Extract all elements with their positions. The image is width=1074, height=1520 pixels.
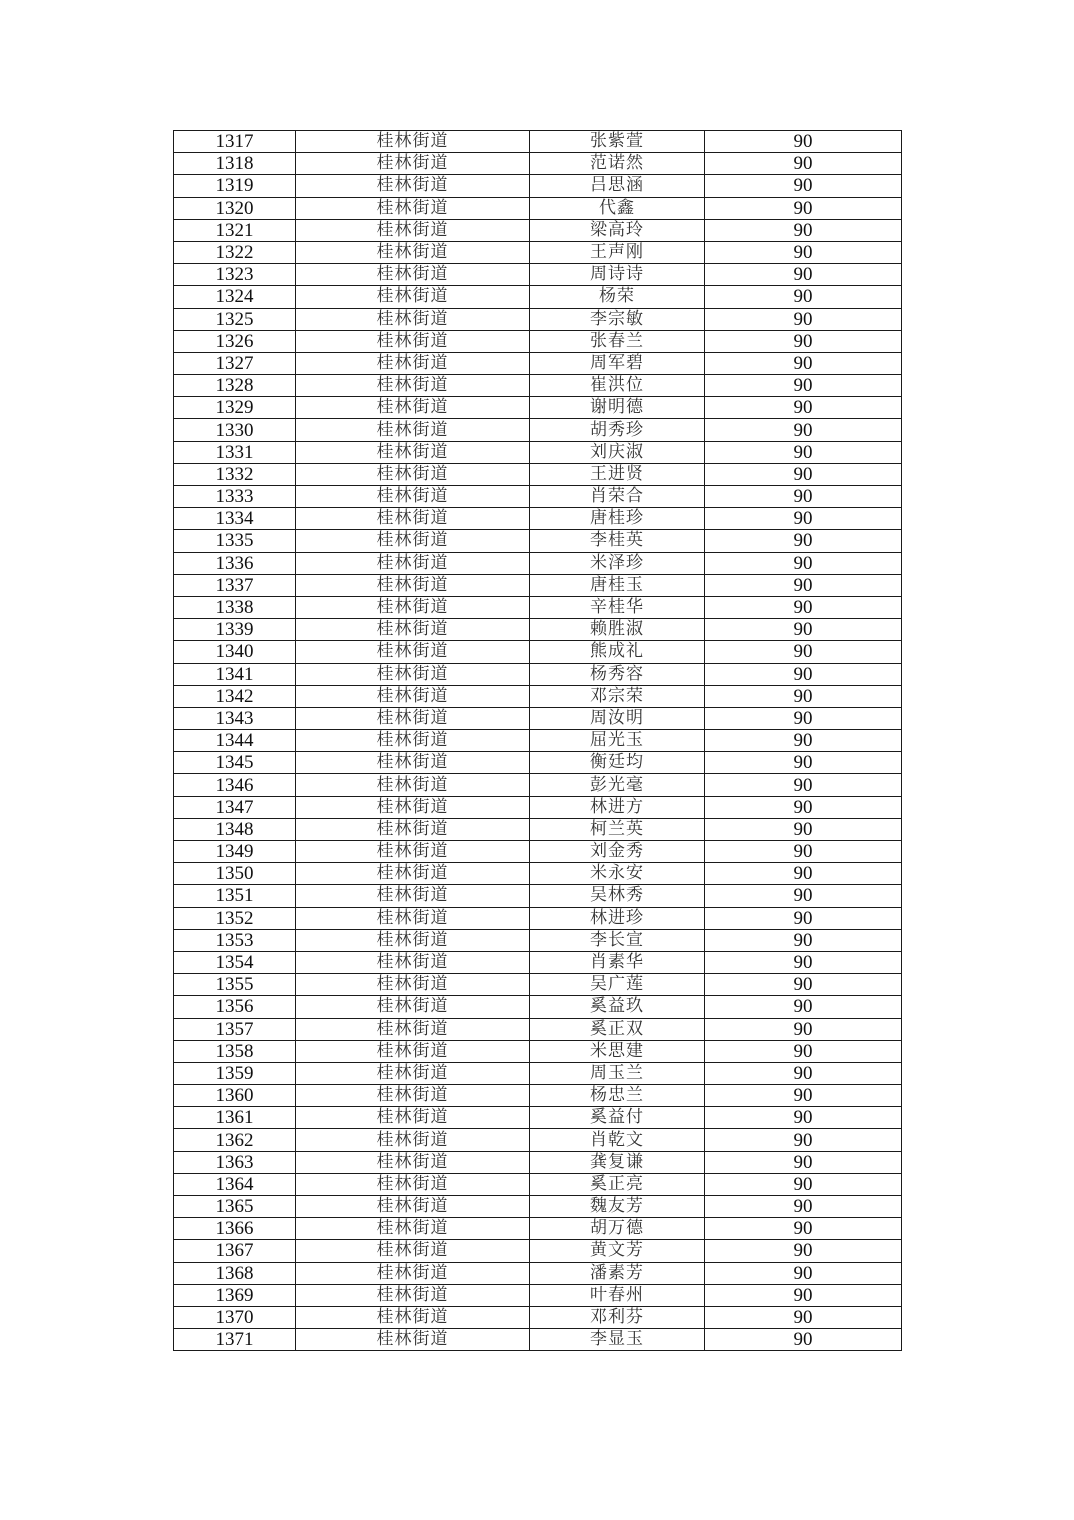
score-cell: 90 xyxy=(705,685,902,707)
name-cell: 屈光玉 xyxy=(530,730,705,752)
table-row xyxy=(174,796,902,818)
row-number-cell: 1334 xyxy=(174,508,296,530)
row-number-cell: 1367 xyxy=(174,1240,296,1262)
district-cell: 桂林街道 xyxy=(296,596,530,618)
district-cell: 桂林街道 xyxy=(296,552,530,574)
table-row xyxy=(174,286,902,308)
row-number-cell: 1359 xyxy=(174,1062,296,1084)
name-cell: 彭光毫 xyxy=(530,774,705,796)
name-cell: 刘庆淑 xyxy=(530,441,705,463)
table-row xyxy=(174,596,902,618)
district-cell: 桂林街道 xyxy=(296,707,530,729)
row-number-cell: 1357 xyxy=(174,1018,296,1040)
name-cell: 米永安 xyxy=(530,863,705,885)
table-row xyxy=(174,1196,902,1218)
row-number-cell: 1335 xyxy=(174,530,296,552)
row-number-cell: 1325 xyxy=(174,308,296,330)
name-cell: 奚益玖 xyxy=(530,996,705,1018)
name-cell: 唐桂玉 xyxy=(530,574,705,596)
name-cell: 衡廷均 xyxy=(530,752,705,774)
row-number-cell: 1363 xyxy=(174,1151,296,1173)
district-cell: 桂林街道 xyxy=(296,264,530,286)
district-cell: 桂林街道 xyxy=(296,685,530,707)
score-cell: 90 xyxy=(705,463,902,485)
name-cell: 王进贤 xyxy=(530,463,705,485)
table-row xyxy=(174,1240,902,1262)
table-row xyxy=(174,1129,902,1151)
score-cell: 90 xyxy=(705,596,902,618)
district-cell: 桂林街道 xyxy=(296,1040,530,1062)
score-cell: 90 xyxy=(705,552,902,574)
district-cell: 桂林街道 xyxy=(296,1240,530,1262)
name-cell: 邓宗荣 xyxy=(530,685,705,707)
row-number-cell: 1370 xyxy=(174,1306,296,1328)
district-cell: 桂林街道 xyxy=(296,619,530,641)
score-cell: 90 xyxy=(705,397,902,419)
row-number-cell: 1352 xyxy=(174,907,296,929)
row-number-cell: 1349 xyxy=(174,841,296,863)
score-cell: 90 xyxy=(705,863,902,885)
district-cell: 桂林街道 xyxy=(296,197,530,219)
score-cell: 90 xyxy=(705,441,902,463)
district-cell: 桂林街道 xyxy=(296,951,530,973)
table-row xyxy=(174,131,902,153)
name-cell: 张紫萱 xyxy=(530,131,705,153)
district-cell: 桂林街道 xyxy=(296,1218,530,1240)
score-cell: 90 xyxy=(705,264,902,286)
district-cell: 桂林街道 xyxy=(296,1196,530,1218)
score-cell: 90 xyxy=(705,907,902,929)
score-cell: 90 xyxy=(705,219,902,241)
name-cell: 周汝明 xyxy=(530,707,705,729)
district-cell: 桂林街道 xyxy=(296,974,530,996)
name-cell: 王声刚 xyxy=(530,241,705,263)
score-cell: 90 xyxy=(705,1129,902,1151)
score-cell: 90 xyxy=(705,774,902,796)
score-cell: 90 xyxy=(705,1262,902,1284)
name-cell: 米思建 xyxy=(530,1040,705,1062)
score-cell: 90 xyxy=(705,752,902,774)
score-cell: 90 xyxy=(705,1306,902,1328)
score-cell: 90 xyxy=(705,619,902,641)
score-cell: 90 xyxy=(705,530,902,552)
score-cell: 90 xyxy=(705,241,902,263)
table-row xyxy=(174,308,902,330)
name-cell: 肖素华 xyxy=(530,951,705,973)
table-row xyxy=(174,974,902,996)
name-cell: 赖胜淑 xyxy=(530,619,705,641)
row-number-cell: 1369 xyxy=(174,1284,296,1306)
table-row xyxy=(174,241,902,263)
table-row xyxy=(174,175,902,197)
row-number-cell: 1322 xyxy=(174,241,296,263)
table-row xyxy=(174,1151,902,1173)
district-cell: 桂林街道 xyxy=(296,1062,530,1084)
district-cell: 桂林街道 xyxy=(296,1151,530,1173)
row-number-cell: 1327 xyxy=(174,352,296,374)
score-cell: 90 xyxy=(705,1173,902,1195)
district-cell: 桂林街道 xyxy=(296,219,530,241)
table-row xyxy=(174,1284,902,1306)
table-row xyxy=(174,463,902,485)
table-row xyxy=(174,1062,902,1084)
score-cell: 90 xyxy=(705,929,902,951)
table-row xyxy=(174,574,902,596)
row-number-cell: 1340 xyxy=(174,641,296,663)
district-cell: 桂林街道 xyxy=(296,375,530,397)
score-cell: 90 xyxy=(705,286,902,308)
district-cell: 桂林街道 xyxy=(296,863,530,885)
table-row xyxy=(174,1085,902,1107)
district-cell: 桂林街道 xyxy=(296,441,530,463)
row-number-cell: 1344 xyxy=(174,730,296,752)
table-row xyxy=(174,508,902,530)
row-number-cell: 1331 xyxy=(174,441,296,463)
district-cell: 桂林街道 xyxy=(296,397,530,419)
name-cell: 李长宣 xyxy=(530,929,705,951)
score-cell: 90 xyxy=(705,996,902,1018)
district-cell: 桂林街道 xyxy=(296,574,530,596)
district-cell: 桂林街道 xyxy=(296,1107,530,1129)
table-row xyxy=(174,153,902,175)
district-cell: 桂林街道 xyxy=(296,752,530,774)
table-row xyxy=(174,752,902,774)
score-cell: 90 xyxy=(705,1196,902,1218)
district-cell: 桂林街道 xyxy=(296,929,530,951)
table-row xyxy=(174,1107,902,1129)
score-cell: 90 xyxy=(705,308,902,330)
name-cell: 周玉兰 xyxy=(530,1062,705,1084)
score-cell: 90 xyxy=(705,1107,902,1129)
district-cell: 桂林街道 xyxy=(296,153,530,175)
score-cell: 90 xyxy=(705,153,902,175)
name-cell: 吴林秀 xyxy=(530,885,705,907)
score-cell: 90 xyxy=(705,352,902,374)
name-cell: 林进珍 xyxy=(530,907,705,929)
table-row xyxy=(174,1306,902,1328)
district-cell: 桂林街道 xyxy=(296,1085,530,1107)
row-number-cell: 1339 xyxy=(174,619,296,641)
district-cell: 桂林街道 xyxy=(296,663,530,685)
table-row xyxy=(174,685,902,707)
row-number-cell: 1329 xyxy=(174,397,296,419)
table-row xyxy=(174,397,902,419)
row-number-cell: 1317 xyxy=(174,131,296,153)
table-row xyxy=(174,1262,902,1284)
district-cell: 桂林街道 xyxy=(296,1262,530,1284)
row-number-cell: 1364 xyxy=(174,1173,296,1195)
row-number-cell: 1341 xyxy=(174,663,296,685)
name-cell: 吕思涵 xyxy=(530,175,705,197)
name-cell: 熊成礼 xyxy=(530,641,705,663)
district-cell: 桂林街道 xyxy=(296,774,530,796)
name-cell: 魏友芳 xyxy=(530,1196,705,1218)
table-row xyxy=(174,1018,902,1040)
district-cell: 桂林街道 xyxy=(296,1018,530,1040)
row-number-cell: 1333 xyxy=(174,486,296,508)
row-number-cell: 1353 xyxy=(174,929,296,951)
table-row xyxy=(174,663,902,685)
table-row xyxy=(174,907,902,929)
row-number-cell: 1342 xyxy=(174,685,296,707)
name-cell: 刘金秀 xyxy=(530,841,705,863)
score-cell: 90 xyxy=(705,508,902,530)
score-cell: 90 xyxy=(705,641,902,663)
table-row xyxy=(174,530,902,552)
name-cell: 黄文芳 xyxy=(530,1240,705,1262)
district-cell: 桂林街道 xyxy=(296,419,530,441)
row-number-cell: 1332 xyxy=(174,463,296,485)
row-number-cell: 1360 xyxy=(174,1085,296,1107)
row-number-cell: 1351 xyxy=(174,885,296,907)
row-number-cell: 1336 xyxy=(174,552,296,574)
score-cell: 90 xyxy=(705,330,902,352)
table-row xyxy=(174,352,902,374)
district-cell: 桂林街道 xyxy=(296,241,530,263)
row-number-cell: 1362 xyxy=(174,1129,296,1151)
name-cell: 奚正双 xyxy=(530,1018,705,1040)
table-row xyxy=(174,264,902,286)
row-number-cell: 1356 xyxy=(174,996,296,1018)
name-cell: 胡秀珍 xyxy=(530,419,705,441)
row-number-cell: 1318 xyxy=(174,153,296,175)
name-cell: 李桂英 xyxy=(530,530,705,552)
table-row xyxy=(174,1329,902,1351)
table-row xyxy=(174,929,902,951)
row-number-cell: 1368 xyxy=(174,1262,296,1284)
row-number-cell: 1366 xyxy=(174,1218,296,1240)
score-cell: 90 xyxy=(705,1240,902,1262)
district-cell: 桂林街道 xyxy=(296,330,530,352)
name-cell: 胡万德 xyxy=(530,1218,705,1240)
name-cell: 杨忠兰 xyxy=(530,1085,705,1107)
score-cell: 90 xyxy=(705,730,902,752)
row-number-cell: 1358 xyxy=(174,1040,296,1062)
row-number-cell: 1365 xyxy=(174,1196,296,1218)
district-cell: 桂林街道 xyxy=(296,796,530,818)
table-row xyxy=(174,774,902,796)
row-number-cell: 1319 xyxy=(174,175,296,197)
roster-table xyxy=(173,130,902,1351)
score-cell: 90 xyxy=(705,175,902,197)
score-cell: 90 xyxy=(705,1329,902,1351)
table-row xyxy=(174,197,902,219)
row-number-cell: 1343 xyxy=(174,707,296,729)
name-cell: 杨荣 xyxy=(530,286,705,308)
row-number-cell: 1320 xyxy=(174,197,296,219)
score-cell: 90 xyxy=(705,1085,902,1107)
name-cell: 辛桂华 xyxy=(530,596,705,618)
name-cell: 代鑫 xyxy=(530,197,705,219)
name-cell: 肖乾文 xyxy=(530,1129,705,1151)
name-cell: 奚正亮 xyxy=(530,1173,705,1195)
table-row xyxy=(174,951,902,973)
name-cell: 李宗敏 xyxy=(530,308,705,330)
name-cell: 奚益付 xyxy=(530,1107,705,1129)
table-row xyxy=(174,330,902,352)
score-cell: 90 xyxy=(705,707,902,729)
table-row xyxy=(174,1040,902,1062)
name-cell: 邓利芬 xyxy=(530,1306,705,1328)
row-number-cell: 1321 xyxy=(174,219,296,241)
district-cell: 桂林街道 xyxy=(296,818,530,840)
row-number-cell: 1371 xyxy=(174,1329,296,1351)
name-cell: 米泽珍 xyxy=(530,552,705,574)
district-cell: 桂林街道 xyxy=(296,641,530,663)
name-cell: 崔洪位 xyxy=(530,375,705,397)
table-row xyxy=(174,219,902,241)
name-cell: 张春兰 xyxy=(530,330,705,352)
name-cell: 唐桂珍 xyxy=(530,508,705,530)
district-cell: 桂林街道 xyxy=(296,996,530,1018)
row-number-cell: 1326 xyxy=(174,330,296,352)
table-row xyxy=(174,641,902,663)
score-cell: 90 xyxy=(705,375,902,397)
score-cell: 90 xyxy=(705,974,902,996)
score-cell: 90 xyxy=(705,1284,902,1306)
district-cell: 桂林街道 xyxy=(296,352,530,374)
table-row xyxy=(174,552,902,574)
district-cell: 桂林街道 xyxy=(296,508,530,530)
score-cell: 90 xyxy=(705,131,902,153)
name-cell: 杨秀容 xyxy=(530,663,705,685)
row-number-cell: 1348 xyxy=(174,818,296,840)
district-cell: 桂林街道 xyxy=(296,907,530,929)
name-cell: 梁高玲 xyxy=(530,219,705,241)
name-cell: 龚复谦 xyxy=(530,1151,705,1173)
name-cell: 李显玉 xyxy=(530,1329,705,1351)
row-number-cell: 1347 xyxy=(174,796,296,818)
row-number-cell: 1350 xyxy=(174,863,296,885)
table-row xyxy=(174,1218,902,1240)
row-number-cell: 1345 xyxy=(174,752,296,774)
table-row xyxy=(174,730,902,752)
name-cell: 林进方 xyxy=(530,796,705,818)
district-cell: 桂林街道 xyxy=(296,1306,530,1328)
row-number-cell: 1324 xyxy=(174,286,296,308)
district-cell: 桂林街道 xyxy=(296,1129,530,1151)
district-cell: 桂林街道 xyxy=(296,486,530,508)
row-number-cell: 1355 xyxy=(174,974,296,996)
name-cell: 柯兰英 xyxy=(530,818,705,840)
score-cell: 90 xyxy=(705,197,902,219)
score-cell: 90 xyxy=(705,1040,902,1062)
district-cell: 桂林街道 xyxy=(296,530,530,552)
row-number-cell: 1323 xyxy=(174,264,296,286)
score-cell: 90 xyxy=(705,574,902,596)
table-row xyxy=(174,441,902,463)
table-row xyxy=(174,1173,902,1195)
table-row xyxy=(174,841,902,863)
score-cell: 90 xyxy=(705,951,902,973)
score-cell: 90 xyxy=(705,663,902,685)
table-row xyxy=(174,707,902,729)
score-cell: 90 xyxy=(705,419,902,441)
name-cell: 周诗诗 xyxy=(530,264,705,286)
roster-table-body xyxy=(174,131,902,1351)
row-number-cell: 1328 xyxy=(174,375,296,397)
row-number-cell: 1330 xyxy=(174,419,296,441)
district-cell: 桂林街道 xyxy=(296,1173,530,1195)
row-number-cell: 1346 xyxy=(174,774,296,796)
score-cell: 90 xyxy=(705,1062,902,1084)
district-cell: 桂林街道 xyxy=(296,841,530,863)
district-cell: 桂林街道 xyxy=(296,175,530,197)
table-row xyxy=(174,486,902,508)
score-cell: 90 xyxy=(705,885,902,907)
district-cell: 桂林街道 xyxy=(296,1329,530,1351)
name-cell: 潘素芳 xyxy=(530,1262,705,1284)
name-cell: 叶春州 xyxy=(530,1284,705,1306)
name-cell: 谢明德 xyxy=(530,397,705,419)
table-row xyxy=(174,818,902,840)
table-row xyxy=(174,885,902,907)
table-row xyxy=(174,863,902,885)
name-cell: 肖荣合 xyxy=(530,486,705,508)
district-cell: 桂林街道 xyxy=(296,885,530,907)
score-cell: 90 xyxy=(705,486,902,508)
row-number-cell: 1354 xyxy=(174,951,296,973)
score-cell: 90 xyxy=(705,796,902,818)
name-cell: 范诺然 xyxy=(530,153,705,175)
score-cell: 90 xyxy=(705,1151,902,1173)
table-row xyxy=(174,619,902,641)
district-cell: 桂林街道 xyxy=(296,730,530,752)
table-row xyxy=(174,996,902,1018)
score-cell: 90 xyxy=(705,1218,902,1240)
district-cell: 桂林街道 xyxy=(296,286,530,308)
score-cell: 90 xyxy=(705,841,902,863)
district-cell: 桂林街道 xyxy=(296,131,530,153)
score-cell: 90 xyxy=(705,1018,902,1040)
row-number-cell: 1338 xyxy=(174,596,296,618)
row-number-cell: 1361 xyxy=(174,1107,296,1129)
district-cell: 桂林街道 xyxy=(296,1284,530,1306)
name-cell: 周军碧 xyxy=(530,352,705,374)
table-row xyxy=(174,375,902,397)
row-number-cell: 1337 xyxy=(174,574,296,596)
table-row xyxy=(174,419,902,441)
name-cell: 吴广莲 xyxy=(530,974,705,996)
score-cell: 90 xyxy=(705,818,902,840)
district-cell: 桂林街道 xyxy=(296,463,530,485)
district-cell: 桂林街道 xyxy=(296,308,530,330)
